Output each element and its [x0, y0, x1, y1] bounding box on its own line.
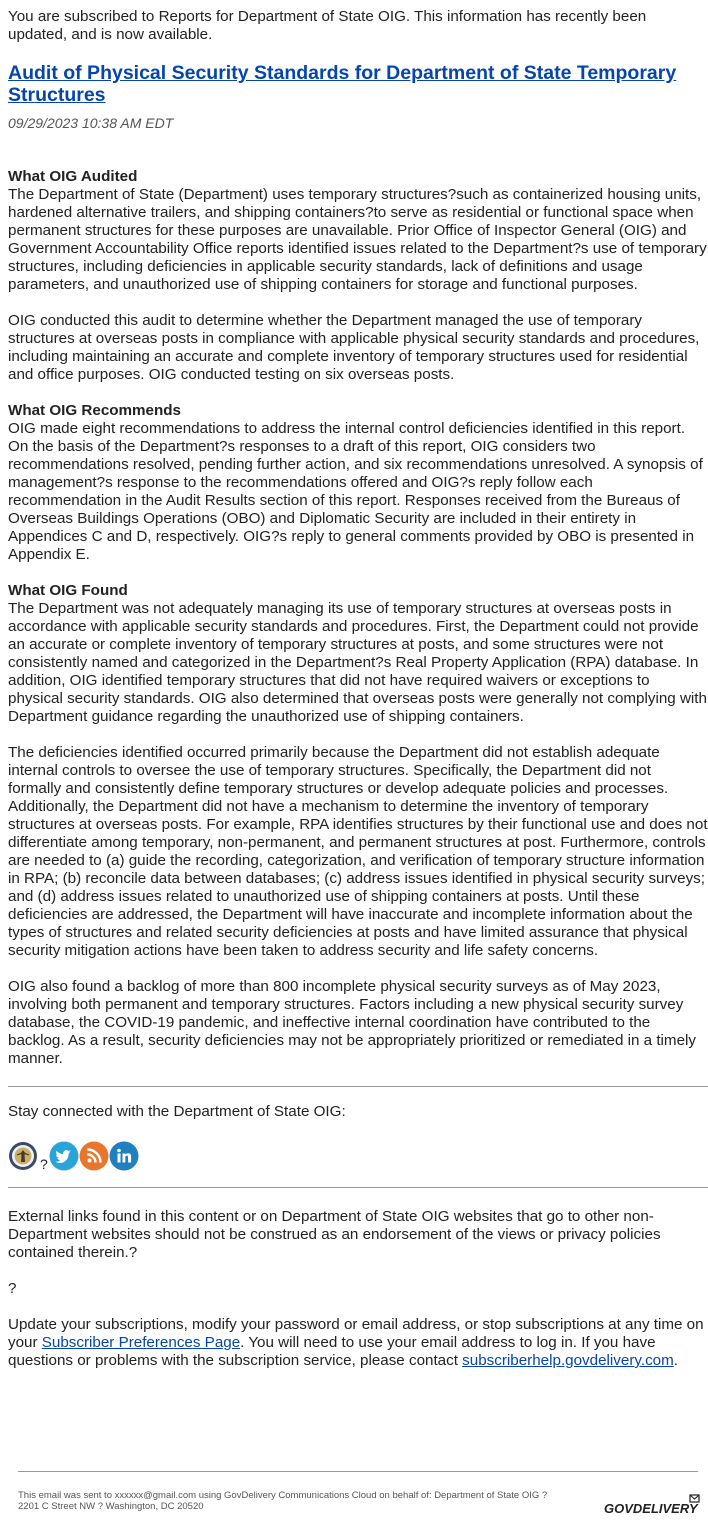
publish-date: 09/29/2023 10:38 AM EDT [8, 115, 174, 131]
icon-separator: ? [40, 1156, 48, 1172]
recommends-paragraph-1: OIG made eight recommendations to address the internal control deficiencies identified in this report. On the basis of the Department?s responses to a draft of this report, OIG considers two recommendations resolved, pending further action, and six recommendations unresolved. A synopsis of management?s response to the recommendations offered and OIG?s reply follow each recommendation in the Audit Results section of this report. Responses received from the Bureaus of Overseas Buildings Operations (OBO) and Diplomatic Security are included in their entirety in Appendices C and D, respectively. OIG?s reply to general comments provided by OBO is presented in Appendix E. [8, 420, 703, 563]
update-text-before: Update your subscriptions, modify your password or email address, or stop subscriptions at any time on your [8, 1316, 704, 1351]
footer-divider [18, 1471, 698, 1472]
lone-question-mark: ? [8, 1280, 17, 1297]
report-title-link[interactable]: Audit of Physical Security Standards for Department of State Temporary Structures [8, 62, 677, 106]
state-seal-icon[interactable] [8, 1141, 38, 1171]
govdelivery-logo-text: GOVDELIVERY [604, 1501, 698, 1516]
footer-line-1: This email was sent to xxxxxx@gmail.com using GovDelivery Communications Cloud on behalf of: Department of State OIG ? [18, 1490, 548, 1501]
section-found [8, 582, 708, 1068]
external-links-disclaimer: External links found in this content or on Department of State OIG websites that go to other non-Department websites should not be construed as an endorsement of the views or privacy policies contained therein.? [8, 1208, 661, 1261]
section-recommends [8, 402, 708, 564]
email-body [8, 8, 708, 1370]
update-text-after: . [673, 1352, 678, 1369]
heading-what-oig-audited: What OIG Audited [8, 168, 138, 185]
found-paragraph-2: The deficiencies identified occurred primarily because the Department did not establish adequate internal controls to oversee the use of temporary structures. Specifically, the Department did not formally and consistently define temporary structures or develop adequate policies and processes. Additionally, the Department did not have a mechanism to determine the inventory of temporary structures at overseas posts. For example, RPA identifies structures by their functional use and does not differentiate among temporary, non-permanent, and permanent structures at post. Furthermore, controls are needed to (a) guide the recording, categorization, and verification of temporary structure information in RPA; (b) reconcile data between databases; (c) address issues identified in physical security surveys; and (d) address issues related to unauthorized use of shipping containers at posts. Until these deficiencies are addressed, the Department will have inaccurate and incomplete information about the types of structures and related security deficiencies at posts and have limited assurance that physical security mitigation actions have been taken to address security and life safety concerns. [8, 744, 708, 959]
govdelivery-logo[interactable] [604, 1493, 700, 1519]
intro-text: You are subscribed to Reports for Department of State OIG. This information has recently been updated, and is now available. [8, 8, 647, 43]
heading-what-oig-found: What OIG Found [8, 582, 128, 599]
update-subscriptions-text [8, 1316, 708, 1370]
divider [8, 1086, 708, 1087]
footer-line-2: 2201 C Street NW ? Washington, DC 20520 [18, 1501, 204, 1512]
divider-2 [8, 1187, 708, 1188]
subscriber-help-link[interactable]: subscriberhelp.govdelivery.com [462, 1352, 674, 1369]
twitter-icon[interactable] [49, 1141, 79, 1171]
audited-paragraph-2: OIG conducted this audit to determine whether the Department managed the use of temporary structures at overseas posts in compliance with applicable physical security standards and procedures, including maintaining an accurate and complete inventory of temporary structures used for residential and office purposes. OIG conducted testing on six overseas posts. [8, 312, 700, 383]
social-icons [8, 1139, 708, 1171]
rss-icon[interactable] [79, 1141, 109, 1171]
footer-text [18, 1490, 598, 1512]
subscriber-preferences-link[interactable]: Subscriber Preferences Page [41, 1334, 241, 1351]
found-paragraph-3: OIG also found a backlog of more than 800 incomplete physical security surveys as of May 2023, involving both permanent and temporary structures. Factors including a new physical security survey database, the COVID-19 pandemic, and ineffective internal coordination have contributed to the backlog. As a result, security deficiencies may not be appropriately prioritized or remediated in a timely manner. [8, 978, 696, 1067]
stay-connected-text: Stay connected with the Department of State OIG: [8, 1103, 346, 1120]
audited-paragraph-1: The Department of State (Department) uses temporary structures?such as containerized housing units, hardened alternative trailers, and shipping containers?to serve as residential or functional space when permanent structures for these purposes are unavailable. Prior Office of Inspector General (OIG) and Government Accountability Office reports identified issues related to the Department?s use of temporary structures, including deficiencies in applicable security standards, lack of definitions and usage parameters, and unauthorized use of shipping containers for storage and functional purposes. [8, 186, 707, 293]
found-paragraph-1: The Department was not adequately managing its use of temporary structures at overseas posts in accordance with applicable security standards and procedures. First, the Department could not provide an accurate or complete inventory of temporary structures at posts, and some structures were not consistently named and categorized in the Department?s Real Property Application (RPA) database. In addition, OIG identified temporary structures that did not have required waivers or exceptions to physical security standards. OIG also determined that overseas posts were generally not complying with Department guidance regarding the unauthorized use of shipping containers. [8, 600, 707, 725]
linkedin-icon[interactable] [109, 1141, 139, 1171]
update-text-middle: . You will need to use your email address to log in. If you have questions or problems with the subscription service, please contact [8, 1334, 656, 1369]
heading-what-oig-recommends: What OIG Recommends [8, 402, 181, 419]
section-audited [8, 168, 708, 384]
